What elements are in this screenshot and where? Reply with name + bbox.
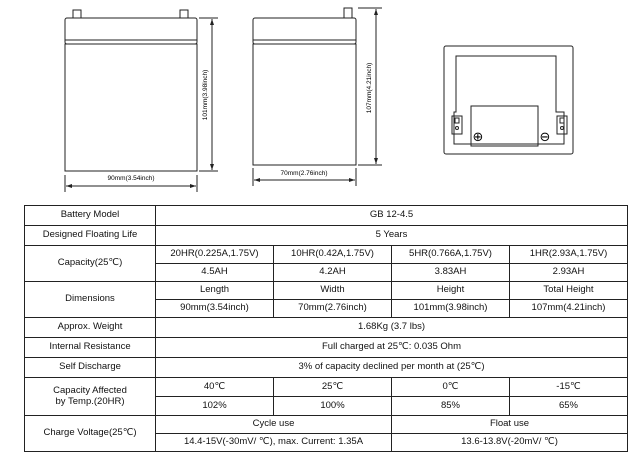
front-terminal-left (73, 10, 81, 18)
battery-dimension-drawings (0, 0, 635, 200)
temp-header: 25℃ (274, 378, 392, 397)
dimension-value: 101mm(3.98inch) (392, 300, 510, 318)
temp-label-line1: Capacity Affected (53, 385, 127, 397)
dimensions-label: Dimensions (25, 282, 156, 318)
capacity-header: 1HR(2.93A,1.75V) (510, 246, 628, 264)
front-width-label: 90mm(3.54inch) (107, 175, 155, 182)
specification-table (24, 205, 628, 452)
capacity-value: 2.93AH (510, 264, 628, 282)
row-dimension-headers (25, 282, 628, 300)
temp-capacity-label (25, 378, 156, 416)
side-view-drawing (253, 8, 382, 186)
top-terminal-right (557, 116, 567, 134)
charge-cycle-header: Cycle use (156, 416, 392, 434)
capacity-value: 3.83AH (392, 264, 510, 282)
capacity-value: 4.2AH (274, 264, 392, 282)
side-body (253, 44, 356, 165)
temp-value: 100% (274, 397, 392, 416)
temp-header: 0℃ (392, 378, 510, 397)
row-capacity-headers (25, 246, 628, 264)
capacity-value: 4.5AH (156, 264, 274, 282)
row-self-discharge (25, 358, 628, 378)
self-discharge-label: Self Discharge (25, 358, 156, 378)
row-temp-headers (25, 378, 628, 397)
temp-value: 102% (156, 397, 274, 416)
dimension-header: Length (156, 282, 274, 300)
front-view-drawing (65, 10, 218, 192)
resistance-label: Internal Resistance (25, 338, 156, 358)
row-battery-model (25, 206, 628, 226)
top-outer-case (444, 46, 573, 154)
resistance-value: Full charged at 25℃: 0.035 Ohm (156, 338, 628, 358)
dimension-header: Total Height (510, 282, 628, 300)
weight-label: Approx. Weight (25, 318, 156, 338)
self-discharge-value: 3% of capacity declined per month at (25℃) (156, 358, 628, 378)
temp-header: 40℃ (156, 378, 274, 397)
front-body (65, 44, 197, 171)
temp-value: 65% (510, 397, 628, 416)
battery-model-label: Battery Model (25, 206, 156, 226)
row-internal-resistance (25, 338, 628, 358)
dimension-value: 70mm(2.76inch) (274, 300, 392, 318)
row-floating-life (25, 226, 628, 246)
temp-header: -15℃ (510, 378, 628, 397)
row-weight (25, 318, 628, 338)
capacity-label: Capacity(25℃) (25, 246, 156, 282)
side-width-label: 70mm(2.76inch) (280, 170, 328, 177)
side-terminal (344, 8, 352, 18)
dimension-header: Width (274, 282, 392, 300)
temp-label-line2: by Temp.(20HR) (55, 395, 125, 407)
front-terminal-right (180, 10, 188, 18)
capacity-header: 5HR(0.766A,1.75V) (392, 246, 510, 264)
top-view-drawing (444, 46, 573, 154)
floating-life-value: 5 Years (156, 226, 628, 246)
side-height-label: 107mm(4.21inch) (366, 62, 373, 114)
negative-terminal-icon: ⊖ (539, 130, 551, 145)
capacity-header: 10HR(0.42A,1.75V) (274, 246, 392, 264)
dimension-value: 90mm(3.54inch) (156, 300, 274, 318)
weight-value: 1.68Kg (3.7 lbs) (156, 318, 628, 338)
charge-float-header: Float use (392, 416, 628, 434)
charge-voltage-label: Charge Voltage(25℃) (25, 416, 156, 452)
dimension-header: Height (392, 282, 510, 300)
dimension-value: 107mm(4.21inch) (510, 300, 628, 318)
temp-value: 85% (392, 397, 510, 416)
row-charge-headers (25, 416, 628, 434)
floating-life-label: Designed Floating Life (25, 226, 156, 246)
capacity-header: 20HR(0.225A,1.75V) (156, 246, 274, 264)
charge-cycle-value: 14.4-15V(-30mV/ ℃), max. Current: 1.35A (156, 434, 392, 452)
positive-terminal-icon: ⊕ (472, 130, 484, 145)
charge-float-value: 13.6-13.8V(-20mV/ ℃) (392, 434, 628, 452)
battery-model-value: GB 12-4.5 (156, 206, 628, 226)
front-height-label: 101mm(3.98inch) (202, 69, 209, 121)
